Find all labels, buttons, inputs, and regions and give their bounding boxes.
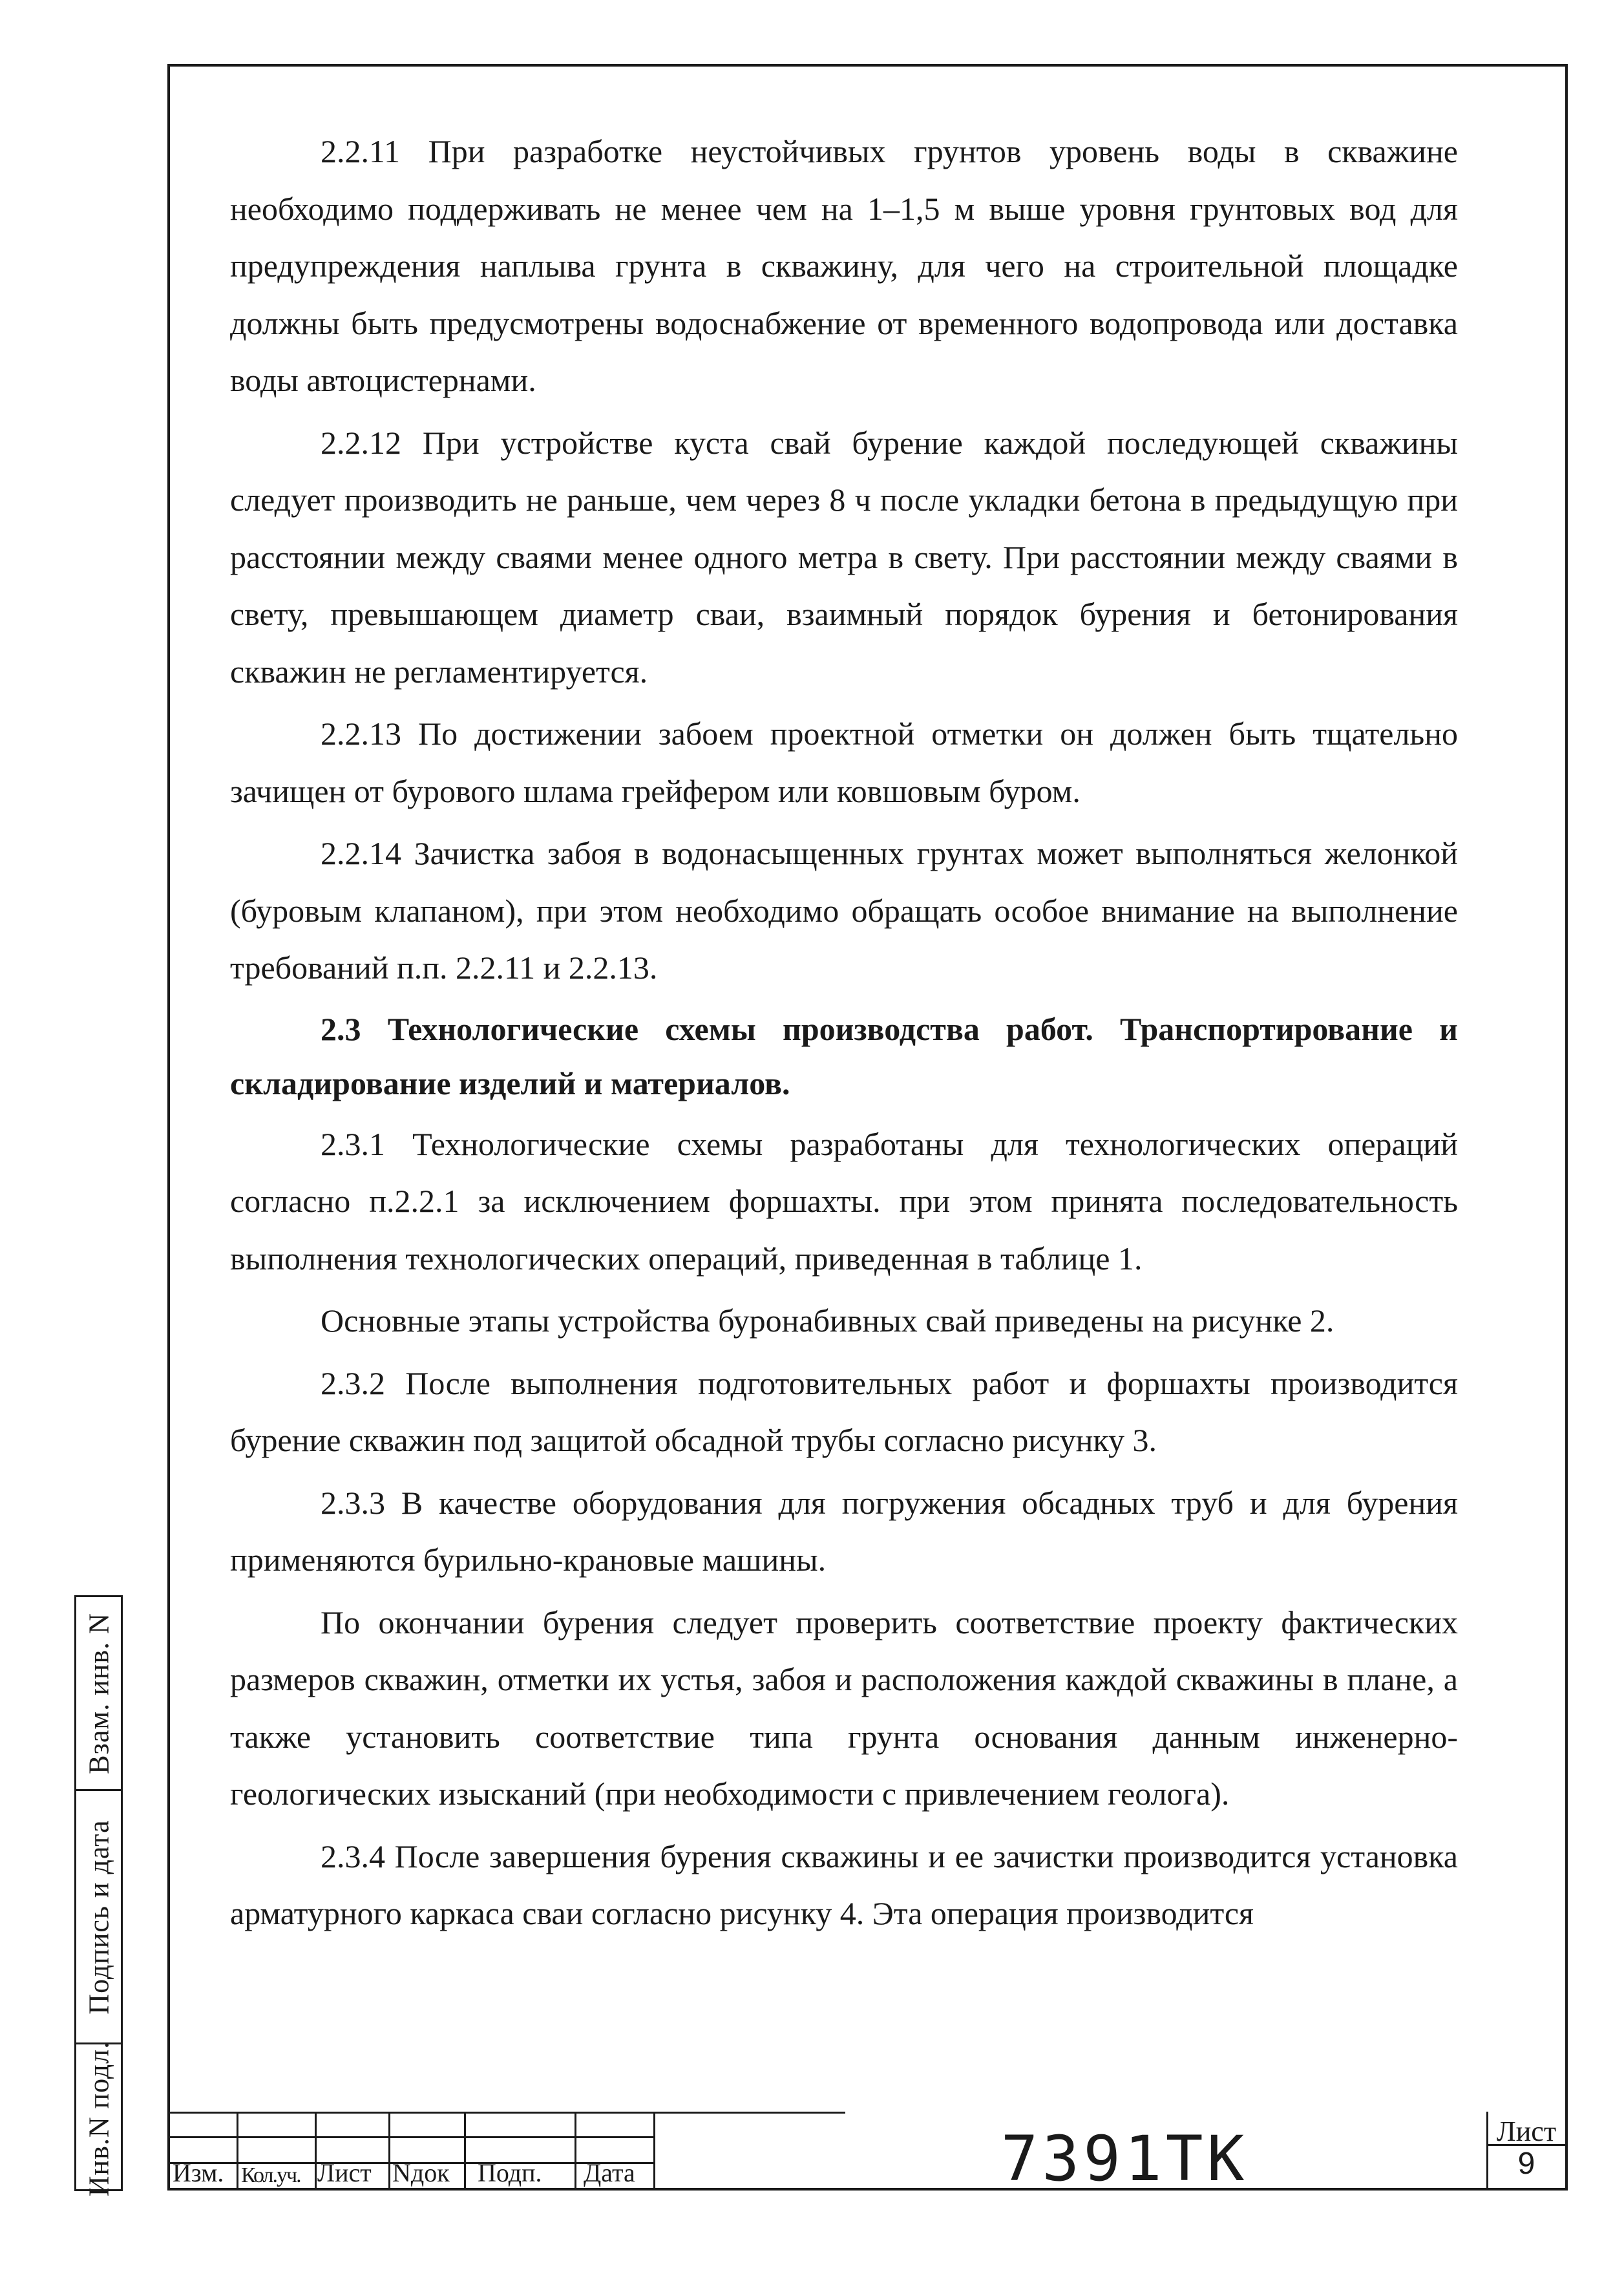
- title-block: [167, 2112, 1568, 2191]
- title-block-col-line: [237, 2112, 238, 2191]
- binding-strip: [74, 1595, 123, 2197]
- col-header-list: Лист: [317, 2158, 372, 2187]
- title-block-top-line: [167, 2112, 845, 2114]
- paragraph-2-3-3: 2.3.3 В качестве оборудования для погружения обсадных труб и для бурения применяются бурильно-крановые машины.: [230, 1484, 1458, 1578]
- podpis-data-label: Подпись и дата: [83, 1819, 114, 2015]
- title-block-col-line: [575, 2112, 576, 2191]
- col-header-podp: Подп.: [478, 2158, 542, 2187]
- title-block-row-line-1: [167, 2136, 653, 2138]
- document-number: 7391ТК: [1000, 2123, 1249, 2195]
- inv-podl-cell: [76, 2041, 121, 2197]
- inv-podl-label: Инв.N подл.: [83, 2041, 114, 2197]
- title-block-col-line: [464, 2112, 466, 2191]
- title-block-col-line: [315, 2112, 317, 2191]
- podpis-data-cell: [76, 1791, 121, 2044]
- col-header-izm: Изм.: [173, 2158, 224, 2187]
- paragraph-2-2-12: 2.2.12 При устройстве куста свай бурение каждой последующей скважины следует производить не раньше, чем через 8 ч после укладки бетона в предыдущую при расстоянии между сваями менее одного метра в свету. При расстоянии между сваями в свету, превышающем диаметр сваи, взаимный порядок бурения и бетонирования скважин не регламентируется.: [230, 424, 1458, 690]
- col-header-data: Дата: [584, 2158, 635, 2187]
- paragraph-2-2-11: 2.2.11 При разработке неустойчивых грунтов уровень воды в скважине необходимо поддерживать не менее чем на 1–1,5 м выше уровня грунтовых вод для предупреждения наплыва грунта в скважину, для чего на строительной площадке должны быть предусмотрены водоснабжение от временного водопровода или доставка воды автоцистернами.: [230, 133, 1458, 398]
- col-header-kol-uch: Кол.уч.: [241, 2163, 301, 2187]
- paragraph-2-3-1: 2.3.1 Технологические схемы разработаны для технологических операций согласно п.2.2.1 за исключением форшахты. при этом принята последовательность выполнения технологических операций, приведенная в таблице 1.: [230, 1125, 1458, 1277]
- sheet-number: 9: [1517, 2147, 1535, 2181]
- section-heading-2-3: 2.3 Технологические схемы производства работ. Транспортирование и складирование изделий и материалов.: [230, 1010, 1458, 1101]
- vzam-inv-cell: [76, 1597, 121, 1791]
- paragraph-2-2-13: 2.2.13 По достижении забоем проектной отметки он должен быть тщательно зачищен от бурового шлама грейфером или ковшовым буром.: [230, 716, 1458, 809]
- paragraph-2-3-4: 2.3.4 После завершения бурения скважины и ее зачистки производится установка арматурного каркаса сваи согласно рисунку 4. Эта операция производится: [230, 1838, 1458, 1931]
- paragraph-stages: Основные этапы устройства буронабивных свай приведены на рисунке 2.: [321, 1302, 1334, 1339]
- paragraph-drilling-check: По окончании бурения следует проверить соответствие проекту фактических размеров скважин, отметки их устья, забоя и расположения каждой скважины в плане, а также установить соответствие типа грунта основания данным инженерно-геологических изысканий (при необходимости с привлечением геолога).: [230, 1604, 1458, 1812]
- vzam-inv-label: Взам. инв. N: [83, 1612, 114, 1774]
- sheet-label: Лист: [1496, 2116, 1557, 2147]
- col-header-ndok: Nдок: [392, 2158, 450, 2187]
- paragraph-2-2-14: 2.2.14 Зачистка забоя в водонасыщенных грунтах может выполняться желонкой (буровым клапаном), при этом необходимо обращать особое внимание на выполнение требований п.п. 2.2.11 и 2.2.13.: [230, 835, 1458, 986]
- document-body: [230, 123, 1458, 1942]
- title-block-col-line: [653, 2112, 655, 2191]
- title-block-col-line: [388, 2112, 390, 2191]
- paragraph-2-3-2: 2.3.2 После выполнения подготовительных работ и форшахты производится бурение скважин под защитой обсадной трубы согласно рисунку 3.: [230, 1364, 1458, 1458]
